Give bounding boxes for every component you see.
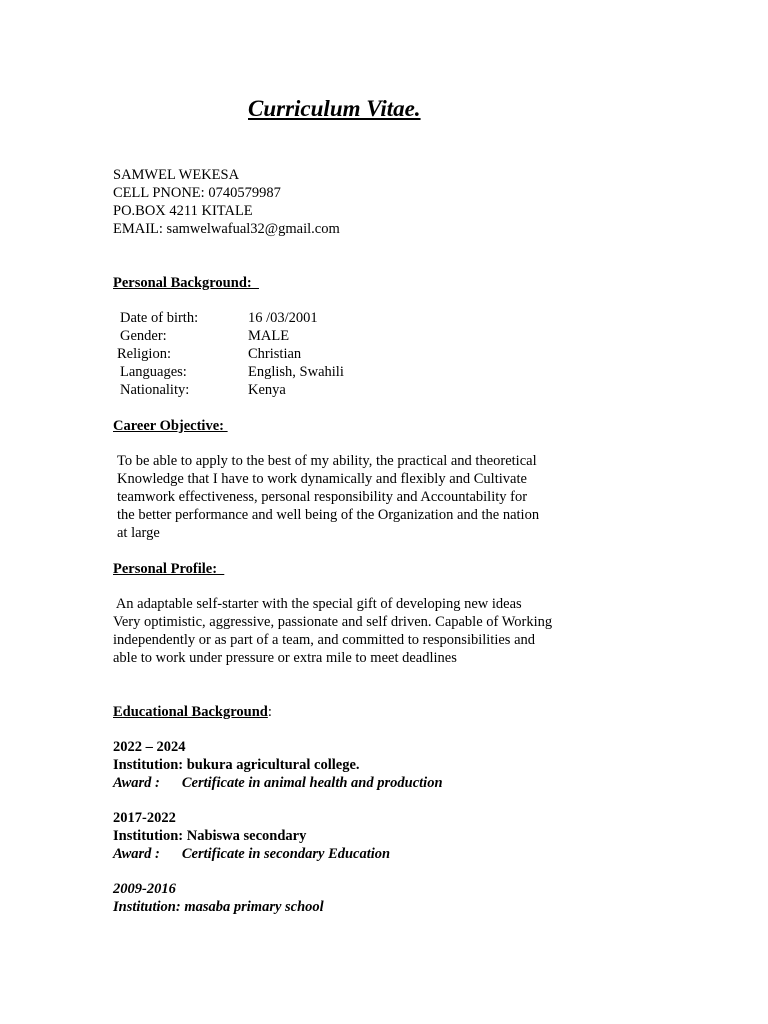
paragraph-line: independently or as part of a team, and committed to responsibilities and <box>113 632 536 648</box>
contact-name: SAMWEL WEKESA <box>113 167 240 183</box>
document-title: Curriculum Vitae. <box>248 96 421 121</box>
award-label: Award : <box>113 846 160 862</box>
personal-background-heading-block <box>113 274 259 292</box>
education-entry <box>113 738 443 792</box>
info-row-religion <box>113 345 513 363</box>
career-objective-heading: Career Objective: <box>113 418 228 434</box>
paragraph-line: at large <box>117 525 160 541</box>
education-heading-line <box>113 703 272 721</box>
award-value: Certificate in animal health and production <box>181 775 443 791</box>
personal-profile-text <box>113 595 552 667</box>
info-value: Christian <box>248 346 302 362</box>
info-label: Religion: <box>117 346 171 362</box>
education-award-line <box>113 774 443 792</box>
education-institution: Institution: masaba primary school <box>113 899 324 915</box>
paragraph-line: To be able to apply to the best of my ability, the practical and theoretical <box>117 453 537 469</box>
personal-profile-heading: Personal Profile: <box>113 561 225 577</box>
personal-background-heading: Personal Background: <box>113 275 259 291</box>
info-row-dob <box>113 309 513 327</box>
education-entry <box>113 809 390 863</box>
info-value: English, Swahili <box>248 364 344 380</box>
award-value: Certificate in secondary Education <box>181 846 391 862</box>
career-objective-heading-block <box>113 417 228 435</box>
contact-block <box>113 166 340 238</box>
contact-address: PO.BOX 4211 KITALE <box>113 203 253 219</box>
education-heading: Educational Background <box>113 704 268 720</box>
info-value: Kenya <box>248 382 286 398</box>
info-label: Languages: <box>120 364 187 380</box>
paragraph-line: teamwork effectiveness, personal responsibility and Accountability for <box>117 489 528 505</box>
info-label: Date of birth: <box>120 310 199 326</box>
education-institution: Institution: bukura agricultural college. <box>113 757 360 773</box>
info-value: MALE <box>248 328 290 344</box>
education-entry <box>113 880 324 916</box>
contact-phone: CELL PNONE: 0740579987 <box>113 185 281 201</box>
info-label: Gender: <box>120 328 167 344</box>
education-years: 2009-2016 <box>113 881 176 897</box>
career-objective-text <box>117 452 539 542</box>
personal-background-table <box>113 309 513 399</box>
info-row-nationality <box>113 381 513 399</box>
info-label: Nationality: <box>120 382 190 398</box>
personal-profile-heading-block <box>113 560 224 578</box>
award-label: Award : <box>113 775 160 791</box>
paragraph-line: Knowledge that I have to work dynamically and flexibly and Cultivate <box>117 471 527 487</box>
contact-email: EMAIL: samwelwafual32@gmail.com <box>113 221 340 237</box>
paragraph-line: An adaptable self-starter with the special gift of developing new ideas <box>113 596 522 612</box>
education-years: 2022 – 2024 <box>113 739 186 755</box>
education-institution: Institution: Nabiswa secondary <box>113 828 307 844</box>
education-years: 2017-2022 <box>113 810 176 826</box>
info-value: 16 /03/2001 <box>248 310 318 326</box>
info-row-languages <box>113 363 513 381</box>
paragraph-line: Very optimistic, aggressive, passionate and self driven. Capable of Working <box>113 614 553 630</box>
paragraph-line: able to work under pressure or extra mile to meet deadlines <box>113 650 457 666</box>
education-award-line <box>113 845 390 863</box>
paragraph-line: the better performance and well being of the Organization and the nation <box>117 507 540 523</box>
education-heading-block <box>113 703 272 721</box>
info-row-gender <box>113 327 513 345</box>
education-heading-colon: : <box>267 704 272 720</box>
